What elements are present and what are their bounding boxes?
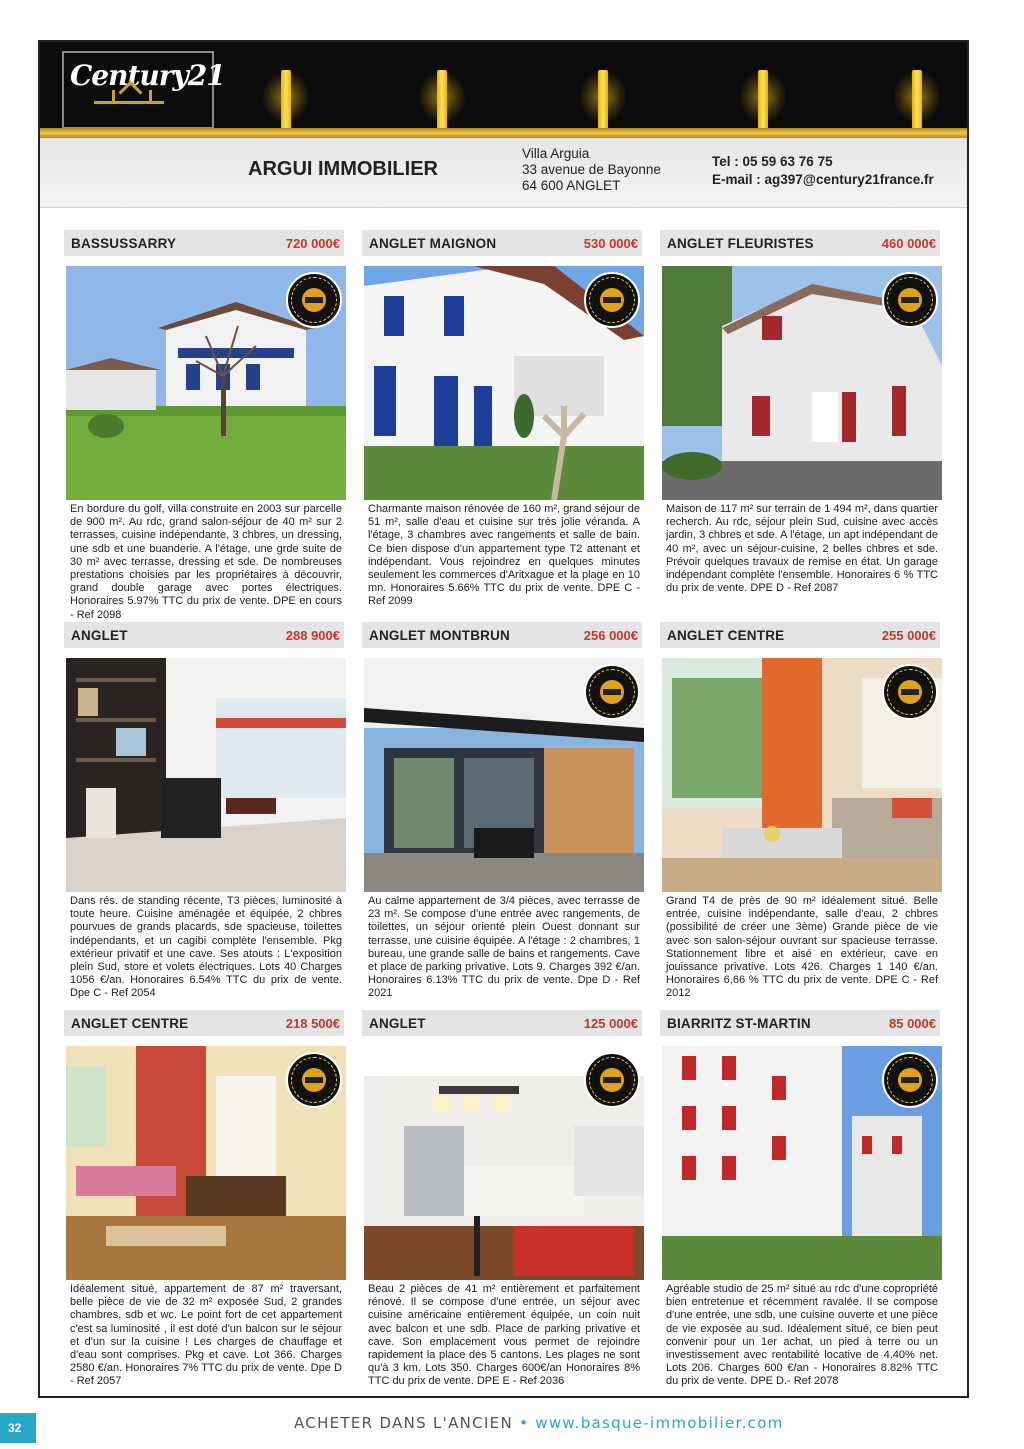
lamp-icon (596, 64, 610, 138)
agency-phone[interactable]: Tel : 05 59 63 76 75 (712, 154, 833, 169)
listing-description: En bordure du golf, villa construite en 2003 sur parcelle de 900 m². Au rdc, grand salon-séjour de 40 m² sur 2 terrasses, cuisine indépendante, 3 chbres, un dressing, une sdb et une buanderie. A l'étage, une grde suite de 30 m² avec terrasse, dressing et sde. De nombreuses prestations choisies par les propriétaires à découvrir, grand double garage avec portes électriques. Honoraires 5.97% TTC du prix de vente. DPE en cours - Ref 2098 (70, 503, 342, 621)
listing-price: 256 000€ (583, 628, 638, 643)
logo-text: Century21 (70, 59, 225, 92)
lamp-icon (435, 64, 449, 138)
listing-description: Agréable studio de 25 m² situé au rdc d'une copropriété bien entretenue et récemment ravalée. Il se compose d'une entrée, une sdb, une cuisine ouverte et une pièce de vie exposée au sud. Idéalement situé, ce bien peut convenir pour un 1er achat, un pied à terre ou un investissement avec rentabilité locative de 4.40% net. Lots 206. Charges 600 €/an - Honoraires 8.82% TTC du prix de vente. DPE D.- Ref 2078 (666, 1283, 938, 1388)
listing-price: 85 000€ (889, 1016, 936, 1031)
listing-photo[interactable] (66, 1046, 346, 1280)
listing-title: ANGLET FLEURISTES (667, 236, 814, 251)
listing-header (660, 230, 940, 256)
listing-price: 218 500€ (285, 1016, 340, 1031)
lamp-icon (910, 64, 924, 138)
listing-description: Grand T4 de près de 90 m² idéalement situé. Belle entrée, cuisine indépendante, salle d'eau, 2 chbres (possibilité de créer une 3ème) Grande pièce de vie avec son salon-séjour ouvrant sur spacieuse terrasse. Stationnement libre et aisé en extérieur, cave en jouissance privative. Lots 426. Charges 1 140 €/an. Honoraires 6,66 % TTC du prix de vente. DPE C - Ref 2012 (666, 895, 938, 1000)
agency-info (40, 138, 967, 208)
listing-photo[interactable] (364, 658, 644, 892)
listing-header (660, 622, 940, 648)
page-frame (38, 40, 969, 1398)
listing-description: Beau 2 pièces de 41 m² entièrement et parfaitement rénové. Il se compose d'une entrée, un séjour avec cuisine américaine entièrement équipée, un coin nuit avec balcon et une sdb. Place de parking privative et cave. Son emplacement vous permet de rejoindre rapidement la place des 5 cantons. Les plages ne sont qu'à 3 km. Lots 350. Charges 600€/an Honoraires 8% TTC du prix de vente. DPE E - Ref 2036 (368, 1283, 640, 1388)
exclusive-badge (584, 664, 640, 720)
header-band (40, 42, 967, 138)
gold-band (40, 128, 967, 138)
exclusive-badge (584, 1052, 640, 1108)
listing-description: Idéalement situé, appartement de 87 m² traversant, belle pièce de vie de 32 m² exposée Sud, 2 grandes chambres, sdb et wc. Le point fort de cet appartement c'est sa luminosité , il est doté d'un balcon sur le séjour et d'un sur la cuisine ! Les charges de chauffage et d'eau sont comprises. Pkg et cave. Lot 366. Charges 2580 €/an. Honoraires 7% TTC du prix de vente. Dpe D - Ref 2057 (70, 1283, 342, 1388)
listing-header (64, 230, 344, 256)
listing-header (64, 622, 344, 648)
listing-photo[interactable] (66, 658, 346, 892)
listing-title: ANGLET CENTRE (667, 628, 785, 643)
exclusive-badge (286, 272, 342, 328)
listing-photo[interactable] (662, 266, 942, 500)
listing-price: 288 900€ (285, 628, 340, 643)
listing-title: BIARRITZ ST-MARTIN (667, 1016, 811, 1031)
listing-header (64, 1010, 344, 1036)
exclusive-badge (584, 272, 640, 328)
listing-header (362, 230, 642, 256)
listing-header (362, 1010, 642, 1036)
listing-title: BASSUSSARRY (71, 236, 177, 251)
lamp-icon (756, 64, 770, 138)
listing-header (362, 622, 642, 648)
listing-title: ANGLET (369, 1016, 426, 1031)
listing-photo[interactable] (662, 658, 942, 892)
listing-title: ANGLET CENTRE (71, 1016, 189, 1031)
agency-name: ARGUI IMMOBILIER (248, 158, 438, 180)
footer-separator: • (519, 1414, 530, 1432)
listing-header (660, 1010, 940, 1036)
listing-price: 720 000€ (285, 236, 340, 251)
listing-photo[interactable] (66, 266, 346, 500)
exclusive-badge (882, 1052, 938, 1108)
listing-title: ANGLET (71, 628, 128, 643)
page-number: 32 (0, 1413, 36, 1443)
footer-tagline-text: ACHETER DANS L'ANCIEN (294, 1414, 513, 1432)
exclusive-badge (882, 272, 938, 328)
listing-description: Au calme appartement de 3/4 pièces, avec terrasse de 23 m². Se compose d'une entrée avec rangements, de toilettes, un séjour orienté plein Ouest donnant sur terrasse, une cuisine équipée. A l'étage : 2 chambres, 1 bureau, une grande salle de bains et rangements. Cave et place de parking privative. Lots 9. Charges 392 €/an. Honoraires 6.13% TTC du prix de vente. Dpe D - Ref 2021 (368, 895, 640, 1000)
listing-price: 125 000€ (583, 1016, 638, 1031)
agency-contact (712, 153, 934, 189)
listing-price: 460 000€ (881, 236, 936, 251)
agency-email[interactable]: E-mail : ag397@century21france.fr (712, 172, 934, 187)
listing-photo[interactable] (662, 1046, 942, 1280)
listing-description: Dans rés. de standing récente, T3 pièces, luminosité à toute heure. Cuisine aménagée et équipée, 2 chbres pourvues de grands placards, sde spacieuse, toilettes indépendants, et un cagibi complète l'ensemble. Pkg extérieur privatif et une cave. Ses atouts : L'exposition plein Sud, store et volets électriques. Lots 40 Charges 1056 €/an. Honoraires 6.54% TTC du prix de vente. Dpe C - Ref 2054 (70, 895, 342, 1000)
listing-description: Charmante maison rénovée de 160 m², grand séjour de 51 m², salle d'eau et cuisine sur très jolie véranda. A l'étage, 3 chambres avec rangements et salle de bain. Ce bien dispose d'un appartement type T2 attenant et indépendant. Vous rejoindrez en quelques minutes seulement les commerces d'Aritxague et la plage en 10 mn. Honoraires 5.66% TTC du prix de vente. DPE C - Ref 2099 (368, 503, 640, 608)
listing-price: 530 000€ (583, 236, 638, 251)
listing-photo[interactable] (364, 266, 644, 500)
footer-url-link[interactable]: www.basque-immobilier.com (535, 1414, 784, 1432)
listing-price: 255 000€ (881, 628, 936, 643)
exclusive-badge (286, 1052, 342, 1108)
listing-title: ANGLET MAIGNON (369, 236, 497, 251)
century21-logo (62, 51, 225, 129)
lamp-icon (279, 64, 293, 138)
listing-description: Maison de 117 m² sur terrain de 1 494 m², dans quartier recherch. Au rdc, séjour plein Sud, cuisine avec accès jardin, 3 chbres et sde. A l'étage, un apt indépendant de 40 m², avec un séjour-cuisine, 2 belles chbres et sde. Prévoir quelques travaux de remise en état. Un garage indépendant complète l'ensemble. Honoraires 6 % TTC du prix de vente. DPE D - Ref 2087 (666, 503, 938, 595)
exclusive-badge (882, 664, 938, 720)
agency-address: Villa Arguia 33 avenue de Bayonne 64 600 ANGLET (522, 146, 661, 193)
listing-title: ANGLET MONTBRUN (369, 628, 510, 643)
house-roof-icon (94, 101, 164, 115)
listing-photo[interactable] (364, 1046, 644, 1280)
footer-tagline (294, 1414, 784, 1432)
